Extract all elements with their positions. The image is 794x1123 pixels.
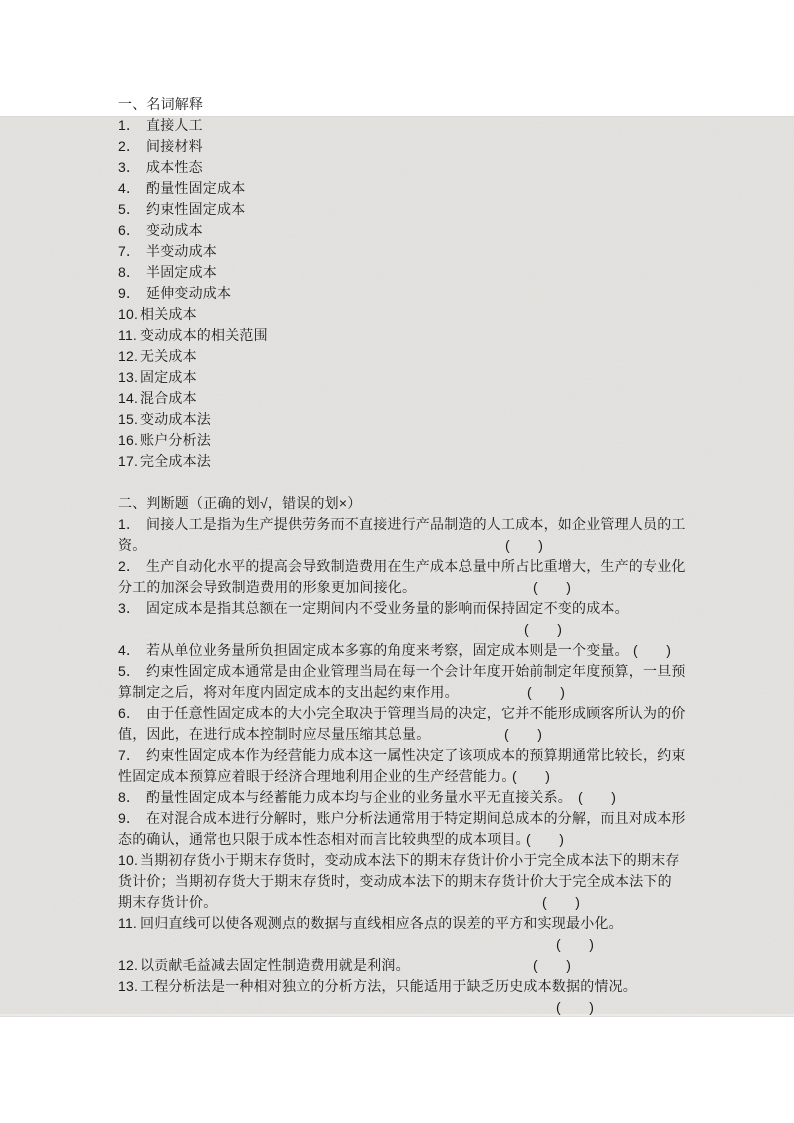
question-text: 约束性固定成本通常是由企业管理当局在每一个会计年度开始前制定年度预算，一旦预 xyxy=(146,663,686,679)
question-text: 间接人工是指为生产提供劳务而不直接进行产品制造的人工成本，如企业管理人员的工 xyxy=(146,516,686,532)
question-text: 约束性固定成本作为经营能力成本这一属性决定了该项成本的预算期通常比较长，约束 xyxy=(146,747,686,763)
item-number: 3． xyxy=(118,600,141,616)
term-label: 无关成本 xyxy=(140,348,197,364)
question-text: 算制定之后，将对年度内固定成本的支出起约束作用。 xyxy=(118,684,459,700)
item-number: 17. xyxy=(118,453,139,469)
terms-list xyxy=(118,115,738,472)
term-label: 相关成本 xyxy=(140,306,197,322)
question-text: 在对混合成本进行分解时，账户分析法通常用于特定期间总成本的分解，而且对成本形 xyxy=(146,810,686,826)
item-number: 11. xyxy=(118,915,138,931)
question-text: 性固定成本预算应着眼于经济合理地利用企业的生产经营能力。 xyxy=(118,768,516,784)
item-number: 5． xyxy=(118,663,141,679)
term-label: 酌量性固定成本 xyxy=(146,180,246,196)
answer-blank: ( ) xyxy=(512,768,551,784)
term-item xyxy=(118,241,738,262)
item-number: 9． xyxy=(118,285,141,301)
item-number: 11. xyxy=(118,327,138,343)
item-number: 1． xyxy=(118,516,141,532)
answer-blank: ( ) xyxy=(556,936,595,952)
question-text: 值，因此，在进行成本控制时应尽量压缩其总量。 xyxy=(118,726,431,742)
answer-blank-line xyxy=(118,997,738,1018)
question-line xyxy=(118,871,738,892)
question-line xyxy=(118,682,738,703)
question-line xyxy=(118,766,738,787)
item-number: 7． xyxy=(118,243,141,259)
question-text: 当期初存货小于期末存货时，变动成本法下的期末存货计价小于完全成本法下的期末存 xyxy=(140,852,680,868)
question-text: 由于任意性固定成本的大小完全取决于管理当局的决定，它并不能形成顾客所认为的价 xyxy=(146,705,686,721)
term-label: 延伸变动成本 xyxy=(146,285,232,301)
answer-blank-line xyxy=(118,934,738,955)
term-label: 直接人工 xyxy=(146,117,203,133)
answer-blank: ( ) xyxy=(505,537,544,553)
section1-heading: 一、名词解释 xyxy=(118,96,204,112)
spacer-line xyxy=(118,472,738,493)
answer-blank: ( ) xyxy=(578,789,617,805)
term-item xyxy=(118,157,738,178)
question-text: 酌量性固定成本与经蓄能力成本均与企业的业务量水平无直接关系。 xyxy=(146,789,572,805)
term-item xyxy=(118,304,738,325)
question-text: 工程分析法是一种相对独立的分析方法，只能适用于缺乏历史成本数据的情况。 xyxy=(140,978,637,994)
item-number: 8． xyxy=(118,264,141,280)
item-number: 1． xyxy=(118,117,141,133)
item-number: 7． xyxy=(118,747,141,763)
question-line xyxy=(118,787,738,808)
item-number: 15. xyxy=(118,411,139,427)
term-label: 固定成本 xyxy=(140,369,197,385)
term-label: 变动成本的相关范围 xyxy=(140,327,268,343)
section2-heading: 二、判断题（正确的划√，错误的划×） xyxy=(118,495,362,511)
question-line xyxy=(118,913,738,934)
question-text: 以贡献毛益减去固定性制造费用就是利润。 xyxy=(140,957,410,973)
question-line xyxy=(118,661,738,682)
answer-blank: ( ) xyxy=(633,642,672,658)
question-text: 生产自动化水平的提高会导致制造费用在生产成本总量中所占比重增大，生产的专业化 xyxy=(146,558,686,574)
question-line xyxy=(118,724,738,745)
item-number: 4． xyxy=(118,180,141,196)
term-label: 账户分析法 xyxy=(140,432,211,448)
item-number: 10. xyxy=(118,306,139,322)
question-line xyxy=(118,556,738,577)
question-line xyxy=(118,976,738,997)
term-label: 成本性态 xyxy=(146,159,203,175)
question-line xyxy=(118,640,738,661)
answer-blank: ( ) xyxy=(504,726,543,742)
term-item xyxy=(118,325,738,346)
question-line xyxy=(118,850,738,871)
question-line xyxy=(118,598,738,619)
item-number: 2． xyxy=(118,558,141,574)
term-label: 变动成本法 xyxy=(140,411,211,427)
question-text: 固定成本是指其总额在一定期间内不受业务量的影响而保持固定不变的成本。 xyxy=(146,600,629,616)
answer-blank: ( ) xyxy=(533,957,572,973)
question-text: 回归直线可以使各观测点的数据与直线相应各点的误差的平方和实现最小化。 xyxy=(140,915,623,931)
item-number: 6． xyxy=(118,222,141,238)
question-line xyxy=(118,745,738,766)
question-text: 分工的加深会导致制造费用的形象更加间接化。 xyxy=(118,579,417,595)
question-text: 态的确认，通常也只限于成本性态相对而言比较典型的成本项目。 xyxy=(118,831,530,847)
term-item xyxy=(118,430,738,451)
term-item xyxy=(118,283,738,304)
answer-blank: ( ) xyxy=(526,831,565,847)
term-label: 变动成本 xyxy=(146,222,203,238)
answer-blank-line xyxy=(118,619,738,640)
answer-blank: ( ) xyxy=(542,894,581,910)
term-label: 间接材料 xyxy=(146,138,203,154)
item-number: 14. xyxy=(118,390,139,406)
item-number: 8． xyxy=(118,789,141,805)
question-text: 资。 xyxy=(118,537,147,553)
question-line xyxy=(118,535,738,556)
item-number: 12. xyxy=(118,957,139,973)
answer-blank: ( ) xyxy=(556,999,595,1015)
term-item xyxy=(118,199,738,220)
term-item xyxy=(118,136,738,157)
term-label: 约束性固定成本 xyxy=(146,201,246,217)
item-number: 10. xyxy=(118,852,139,868)
term-label: 混合成本 xyxy=(140,390,197,406)
question-text: 货计价；当期初存货大于期末存货时，变动成本法下的期末存货计价大于完全成本法下的 xyxy=(118,873,672,889)
term-label: 半变动成本 xyxy=(146,243,217,259)
term-item xyxy=(118,367,738,388)
item-number: 6． xyxy=(118,705,141,721)
item-number: 4． xyxy=(118,642,141,658)
item-number: 16. xyxy=(118,432,139,448)
question-line xyxy=(118,514,738,535)
question-line xyxy=(118,955,738,976)
question-line xyxy=(118,892,738,913)
term-item xyxy=(118,220,738,241)
question-text: 期末存货计价。 xyxy=(118,894,218,910)
item-number: 12. xyxy=(118,348,139,364)
item-number: 13. xyxy=(118,369,139,385)
item-number: 9． xyxy=(118,810,141,826)
answer-blank: ( ) xyxy=(524,621,563,637)
term-item xyxy=(118,262,738,283)
answer-blank: ( ) xyxy=(527,684,566,700)
term-item xyxy=(118,346,738,367)
term-item xyxy=(118,409,738,430)
item-number: 3． xyxy=(118,159,141,175)
question-line xyxy=(118,577,738,598)
question-text: 若从单位业务量所负担固定成本多寡的角度来考察，固定成本则是一个变量。 xyxy=(146,642,629,658)
answer-blank: ( ) xyxy=(533,579,572,595)
question-line xyxy=(118,829,738,850)
term-item xyxy=(118,388,738,409)
questions-list xyxy=(118,514,738,1018)
term-item xyxy=(118,178,738,199)
item-number: 13. xyxy=(118,978,139,994)
question-line xyxy=(118,703,738,724)
term-item xyxy=(118,451,738,472)
term-item xyxy=(118,115,738,136)
item-number: 5． xyxy=(118,201,141,217)
question-line xyxy=(118,808,738,829)
term-label: 半固定成本 xyxy=(146,264,217,280)
term-label: 完全成本法 xyxy=(140,453,211,469)
item-number: 2． xyxy=(118,138,141,154)
document-content xyxy=(118,94,738,1018)
